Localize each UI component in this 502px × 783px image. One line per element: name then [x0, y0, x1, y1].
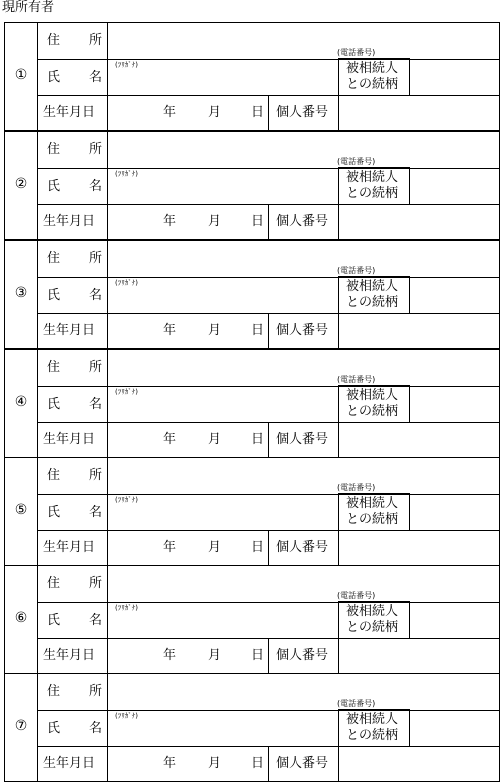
entry-number: ③: [14, 285, 28, 301]
divider: [268, 95, 269, 130]
month-label: 月: [208, 214, 222, 229]
personal-number-field[interactable]: [339, 639, 499, 675]
phone-label: (電話番号): [337, 591, 376, 600]
month-label: 月: [208, 540, 222, 555]
divider: [268, 530, 269, 565]
relation-label-box: [338, 709, 410, 747]
page-title: 現所有者: [2, 0, 55, 15]
personal-number-label: 個人番号: [276, 756, 329, 771]
divider: [37, 350, 38, 457]
divider: [268, 746, 269, 781]
relation-label-2: との続柄: [346, 186, 399, 201]
phone-label: (電話番号): [337, 157, 376, 166]
birthdate-field[interactable]: [108, 423, 268, 459]
divider: [268, 422, 269, 457]
relation-field[interactable]: [410, 169, 499, 204]
relation-field[interactable]: [410, 495, 499, 530]
name-label-1: 氏: [47, 397, 61, 412]
address-field[interactable]: [108, 674, 499, 710]
day-label: 日: [251, 105, 265, 120]
relation-field[interactable]: [410, 603, 499, 638]
name-label-1: 氏: [47, 288, 61, 303]
relation-field[interactable]: [410, 60, 499, 95]
relation-field[interactable]: [410, 278, 499, 313]
name-label-2: 名: [89, 397, 103, 412]
birthdate-label: 生年月日: [43, 323, 96, 338]
name-field[interactable]: [108, 169, 338, 204]
birthdate-label: 生年月日: [43, 105, 96, 120]
year-label: 年: [163, 105, 177, 120]
address-field[interactable]: [108, 132, 499, 168]
birthdate-field[interactable]: [108, 205, 268, 241]
relation-field[interactable]: [410, 387, 499, 422]
month-label: 月: [208, 648, 222, 663]
birthdate-label: 生年月日: [43, 648, 96, 663]
address-label-2: 所: [89, 684, 103, 699]
year-label: 年: [163, 540, 177, 555]
furigana-label: (ﾌﾘｶﾞﾅ): [115, 61, 138, 69]
birthdate-field[interactable]: [108, 639, 268, 675]
name-label-2: 名: [89, 70, 103, 85]
address-label-1: 住: [47, 684, 61, 699]
entry-number: ⑥: [14, 610, 28, 626]
owner-entry: [4, 673, 500, 782]
owner-entry: [4, 22, 500, 131]
year-label: 年: [163, 432, 177, 447]
name-label-1: 氏: [47, 179, 61, 194]
relation-label-2: との続柄: [346, 728, 399, 743]
relation-label-box: [338, 385, 410, 423]
name-label-2: 名: [89, 288, 103, 303]
year-label: 年: [163, 214, 177, 229]
year-label: 年: [163, 648, 177, 663]
day-label: 日: [251, 323, 265, 338]
personal-number-field[interactable]: [339, 314, 499, 350]
personal-number-label: 個人番号: [276, 105, 329, 120]
month-label: 月: [208, 323, 222, 338]
owner-entry: [4, 565, 500, 674]
relation-label-2: との続柄: [346, 512, 399, 527]
owner-entry: [4, 240, 500, 349]
name-label-1: 氏: [47, 70, 61, 85]
divider: [37, 458, 38, 565]
name-label-2: 名: [89, 179, 103, 194]
birthdate-field[interactable]: [108, 747, 268, 783]
relation-label-1: 被相続人: [346, 604, 399, 619]
personal-number-label: 個人番号: [276, 648, 329, 663]
personal-number-label: 個人番号: [276, 432, 329, 447]
birthdate-label: 生年月日: [43, 540, 96, 555]
day-label: 日: [251, 214, 265, 229]
address-label-2: 所: [89, 251, 103, 266]
furigana-label: (ﾌﾘｶﾞﾅ): [115, 388, 138, 396]
day-label: 日: [251, 756, 265, 771]
personal-number-label: 個人番号: [276, 540, 329, 555]
relation-label-box: [338, 493, 410, 531]
birthdate-field[interactable]: [108, 531, 268, 567]
entry-number: ⑦: [14, 718, 28, 734]
month-label: 月: [208, 432, 222, 447]
personal-number-field[interactable]: [339, 747, 499, 783]
day-label: 日: [251, 648, 265, 663]
month-label: 月: [208, 105, 222, 120]
divider: [37, 132, 38, 239]
address-label-2: 所: [89, 33, 103, 48]
relation-label-2: との続柄: [346, 295, 399, 310]
personal-number-field[interactable]: [339, 96, 499, 132]
name-label-1: 氏: [47, 613, 61, 628]
relation-label-box: [338, 601, 410, 639]
address-label-1: 住: [47, 142, 61, 157]
furigana-label: (ﾌﾘｶﾞﾅ): [115, 170, 138, 178]
relation-label-box: [338, 167, 410, 205]
entry-number: ①: [14, 67, 28, 83]
relation-label-box: [338, 276, 410, 314]
address-label-1: 住: [47, 576, 61, 591]
address-label-2: 所: [89, 468, 103, 483]
name-label-2: 名: [89, 721, 103, 736]
divider: [37, 674, 38, 781]
owner-entry: [4, 457, 500, 566]
phone-label: (電話番号): [337, 375, 376, 384]
relation-label-1: 被相続人: [346, 170, 399, 185]
relation-label-1: 被相続人: [346, 388, 399, 403]
birthdate-label: 生年月日: [43, 432, 96, 447]
address-field[interactable]: [108, 566, 499, 602]
birthdate-label: 生年月日: [43, 214, 96, 229]
year-label: 年: [163, 323, 177, 338]
personal-number-field[interactable]: [339, 531, 499, 567]
relation-label-box: [338, 58, 410, 96]
address-label-1: 住: [47, 468, 61, 483]
furigana-label: (ﾌﾘｶﾞﾅ): [115, 496, 138, 504]
name-label-1: 氏: [47, 505, 61, 520]
name-field[interactable]: [108, 711, 338, 746]
name-field[interactable]: [108, 278, 338, 313]
day-label: 日: [251, 540, 265, 555]
name-field[interactable]: [108, 60, 338, 95]
year-label: 年: [163, 756, 177, 771]
divider: [37, 566, 38, 673]
name-field[interactable]: [108, 495, 338, 530]
name-label-1: 氏: [47, 721, 61, 736]
address-label-2: 所: [89, 360, 103, 375]
divider: [37, 241, 38, 348]
relation-field[interactable]: [410, 711, 499, 746]
address-field[interactable]: [108, 458, 499, 494]
furigana-label: (ﾌﾘｶﾞﾅ): [115, 604, 138, 612]
phone-label: (電話番号): [337, 266, 376, 275]
name-label-2: 名: [89, 613, 103, 628]
personal-number-label: 個人番号: [276, 214, 329, 229]
address-field[interactable]: [108, 241, 499, 277]
name-field[interactable]: [108, 387, 338, 422]
relation-label-1: 被相続人: [346, 496, 399, 511]
address-label-2: 所: [89, 142, 103, 157]
entry-number: ④: [14, 394, 28, 410]
phone-label: (電話番号): [337, 483, 376, 492]
relation-label-1: 被相続人: [346, 712, 399, 727]
address-label-2: 所: [89, 576, 103, 591]
entry-number: ⑤: [14, 502, 28, 518]
address-label-1: 住: [47, 33, 61, 48]
birthdate-field[interactable]: [108, 314, 268, 350]
divider: [268, 204, 269, 239]
divider: [268, 313, 269, 348]
owner-entry: [4, 349, 500, 458]
divider: [37, 23, 38, 130]
personal-number-label: 個人番号: [276, 323, 329, 338]
phone-label: (電話番号): [337, 48, 376, 57]
relation-label-2: との続柄: [346, 77, 399, 92]
personal-number-field[interactable]: [339, 423, 499, 459]
owner-entry: [4, 131, 500, 240]
relation-label-2: との続柄: [346, 404, 399, 419]
personal-number-field[interactable]: [339, 205, 499, 241]
address-label-1: 住: [47, 251, 61, 266]
name-field[interactable]: [108, 603, 338, 638]
birthdate-label: 生年月日: [43, 756, 96, 771]
relation-label-2: との続柄: [346, 620, 399, 635]
divider: [268, 638, 269, 673]
name-label-2: 名: [89, 505, 103, 520]
relation-label-1: 被相続人: [346, 279, 399, 294]
month-label: 月: [208, 756, 222, 771]
entry-number: ②: [14, 176, 28, 192]
phone-label: (電話番号): [337, 699, 376, 708]
relation-label-1: 被相続人: [346, 61, 399, 76]
address-field[interactable]: [108, 350, 499, 386]
furigana-label: (ﾌﾘｶﾞﾅ): [115, 712, 138, 720]
address-field[interactable]: [108, 23, 499, 59]
address-label-1: 住: [47, 360, 61, 375]
furigana-label: (ﾌﾘｶﾞﾅ): [115, 279, 138, 287]
birthdate-field[interactable]: [108, 96, 268, 132]
day-label: 日: [251, 432, 265, 447]
